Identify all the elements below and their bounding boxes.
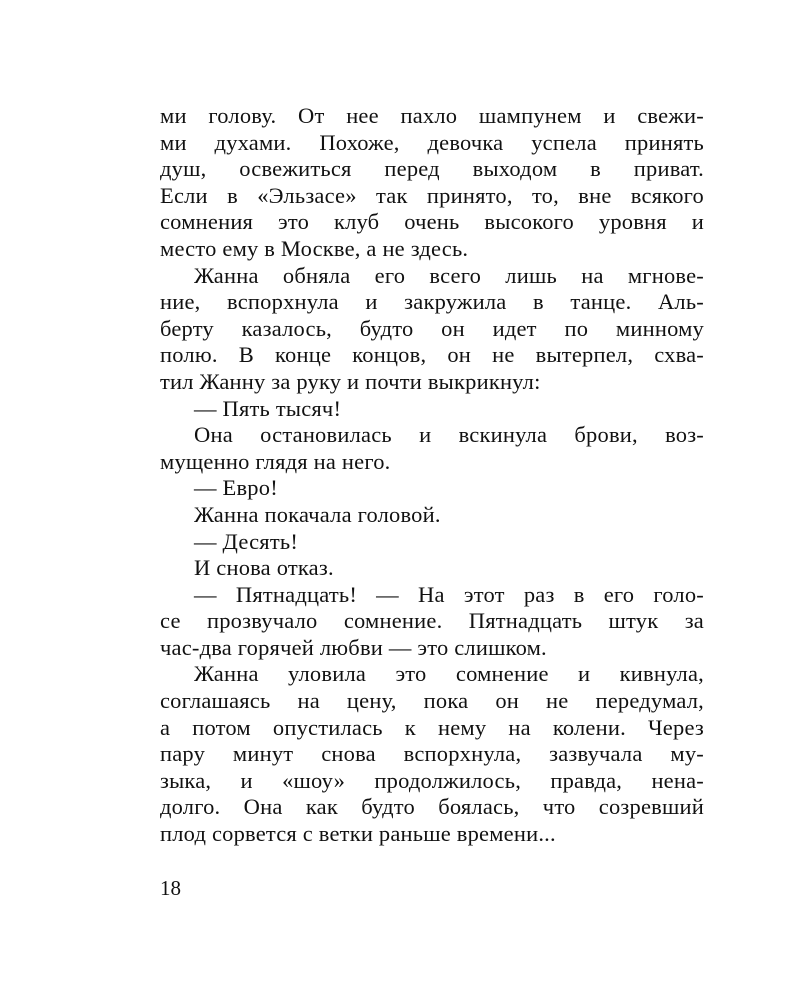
text-line: мущенно глядя на него. [160, 448, 391, 474]
text-line: берту казалось, будто он идет по минному [160, 315, 704, 341]
text-line: Жанна уловила это сомнение и кивнула, [194, 661, 704, 687]
text-line: а потом опустилась к нему на колени. Через [160, 714, 704, 740]
text-line: плод сорвется с ветки раньше времени... [160, 821, 556, 847]
text-line: И снова отказ. [194, 555, 334, 581]
text-line: тил Жанну за руку и почти выкрикнул: [160, 368, 541, 394]
body-text [160, 103, 704, 848]
text-line: душ, освежиться перед выходом в приват. [160, 156, 704, 182]
text-line: Жанна обняла его всего лишь на мгнове- [194, 262, 704, 288]
text-line: Жанна покачала головой. [194, 501, 441, 527]
text-line: ми голову. От нее пахло шампунем и свежи- [160, 103, 704, 128]
text-line: ние, вспорхнула и закружила в танце. Аль- [160, 289, 704, 315]
text-line: — Пять тысяч! [194, 395, 342, 421]
text-line: место ему в Москве, а не здесь. [160, 235, 469, 261]
text-line: — Десять! [194, 528, 299, 554]
text-line: час-два горячей любви — это слишком. [160, 634, 547, 660]
text-line: полю. В конце концов, он не вытерпел, схва- [160, 342, 704, 368]
text-line: Если в «Эльзасе» так принято, то, вне всякого [160, 182, 704, 208]
text-line: соглашаясь на цену, пока он не передумал, [160, 688, 704, 714]
text-line: зыка, и «шоу» продолжилось, правда, нена- [160, 767, 704, 793]
text-line: се прозвучало сомнение. Пятнадцать штук за [160, 608, 704, 634]
text-line: ми духами. Похоже, девочка успела принять [160, 129, 704, 155]
text-line: долго. Она как будто боялась, что созревший [160, 794, 704, 820]
text-line: пару минут снова вспорхнула, зазвучала му- [160, 741, 704, 767]
page-number: 18 [160, 876, 181, 900]
text-line: Она остановилась и вскинула брови, воз- [194, 422, 704, 448]
text-line: — Евро! [194, 475, 278, 501]
text-line: — Пятнадцать! — На этот раз в его голо- [194, 581, 704, 607]
text-line: сомнения это клуб очень высокого уровня и [160, 209, 704, 235]
